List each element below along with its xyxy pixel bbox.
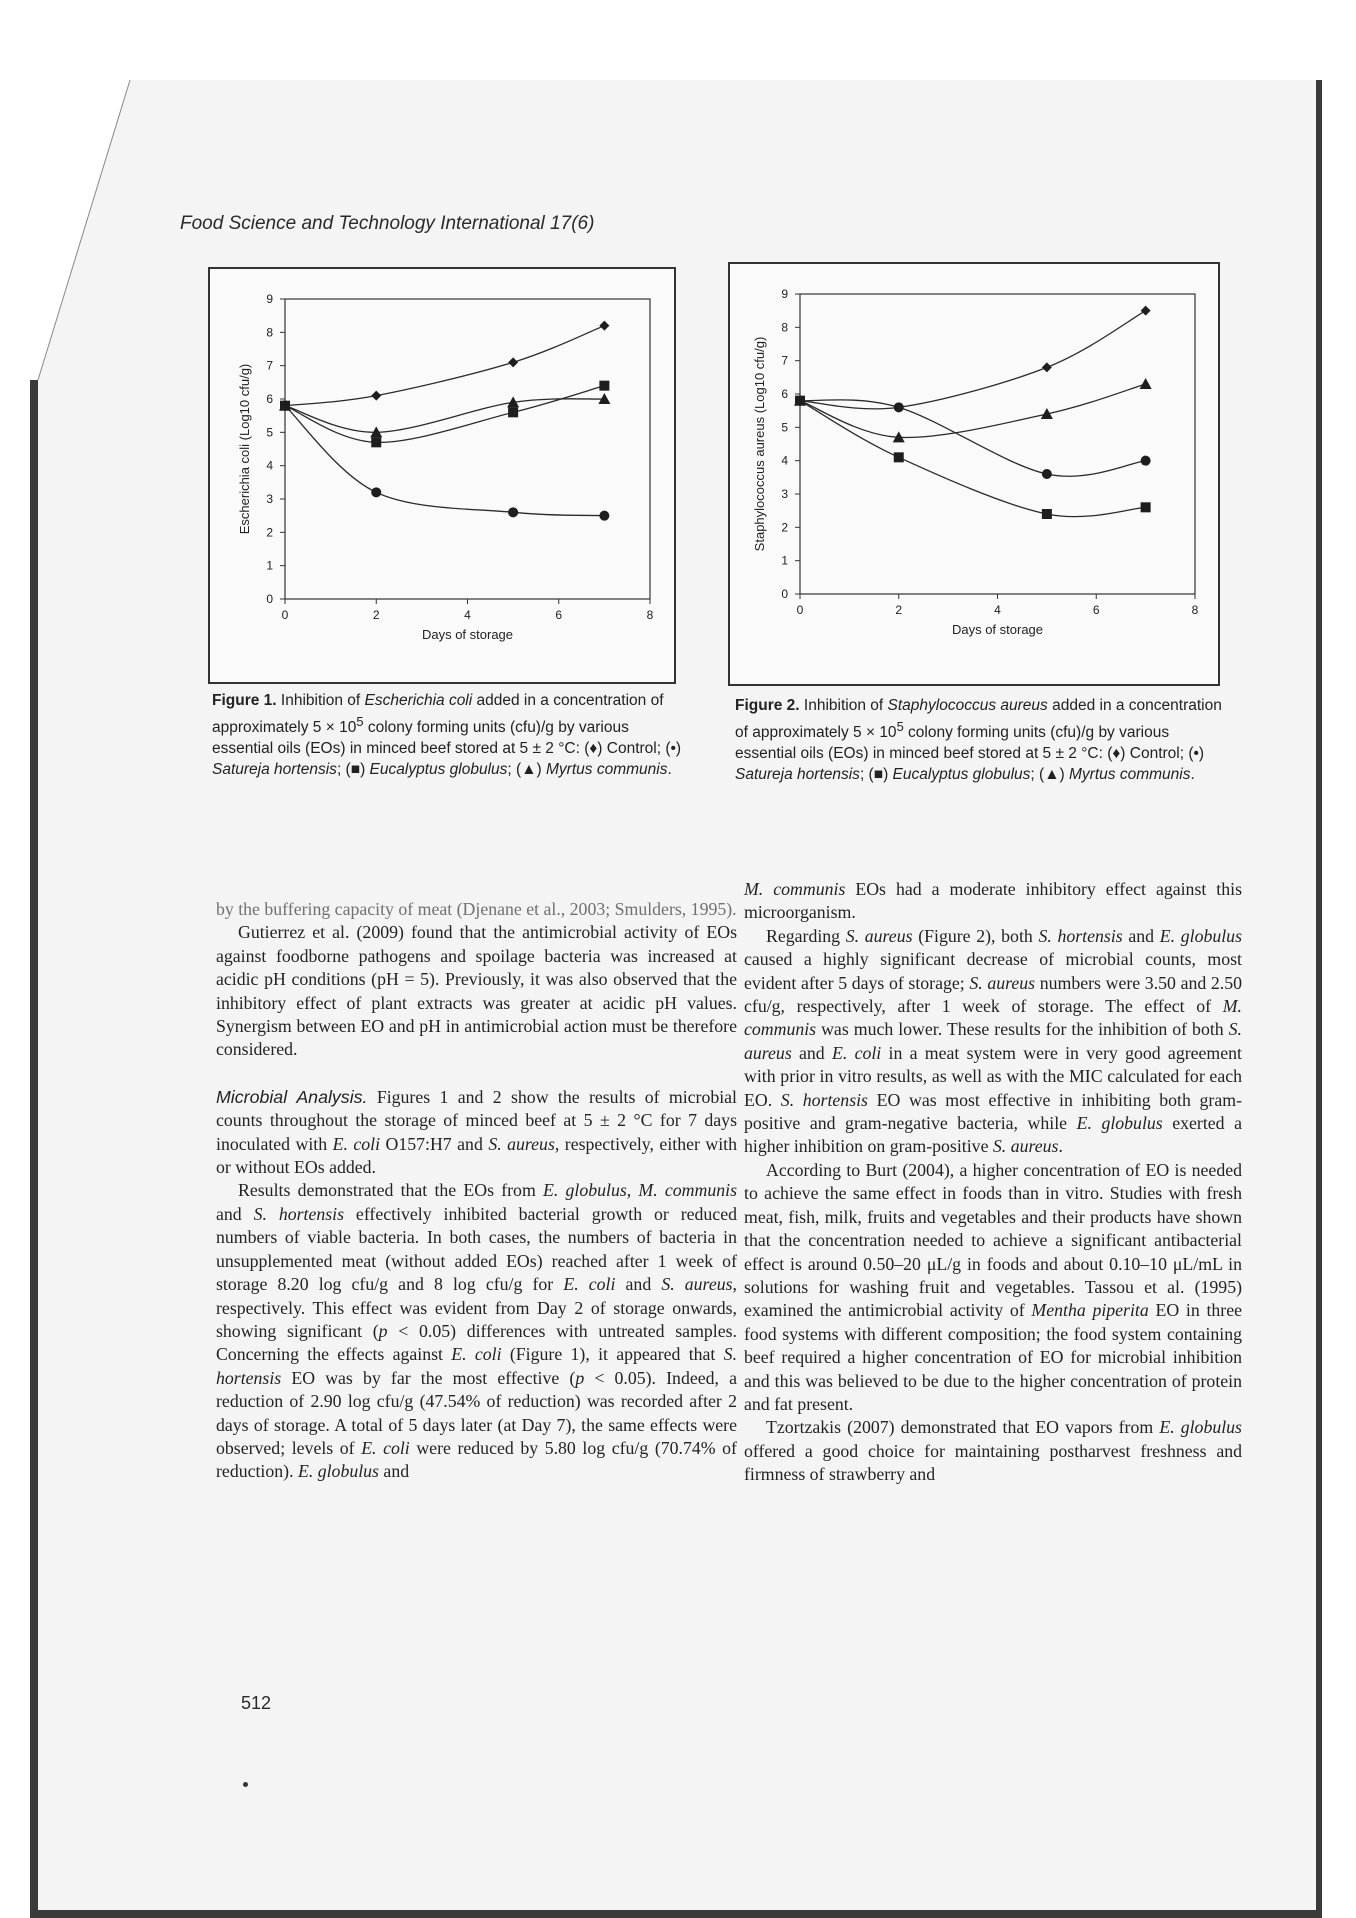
fig1-plot-area	[285, 299, 650, 599]
fig2-series-square-line	[800, 401, 1146, 517]
fig2-diamond-point	[1042, 362, 1052, 372]
fig2-xtick-label: 0	[796, 603, 804, 617]
fig2-square-point	[894, 452, 904, 462]
right-column-text: M. communis EOs had a moderate inhibitory effect against this microorganism. Regarding S. aureus (Figure 2), both S. hortensis and E. globulus caused a highly significant decrease of microbial counts, most evident after 5 days of storage; S. aureus numbers were 3.50 and 2.50 cfu/g, respectively, after 1 week of storage. The effect of M. communis was much lower. These results for the inhibition of both S. aureus and E. coli in a meat system were in very good agreement with prior in vitro results, as well as with the MIC calculated for each EO. S. hortensis EO was most effective in inhibiting both gram-positive and gram-negative bacteria, while E. globulus exerted a higher inhibition on gram-positive S. aureus. According to Burt (2004), a higher concentration of EO is needed to achieve the same effect in foods than in vitro. Studies with fresh meat, fish, milk, fruits and vegetables and their products have shown that the concentration needed to achieve a significant antibacterial effect is around 0.50–20 μL/g in foods and about 0.10–10 μL/mL in solutions for washing fruit and vegetables. Tassou et al. (1995) examined the antimicrobial activity of Mentha piperita EO in three food systems with different composition; the food system containing beef required a higher concentration of EO for microbial inhibition and this was believed to be due to the higher concentration of protein and fat present. Tzortzakis (2007) demonstrated that EO vapors from E. globulus offered a good choice for maintaining postharvest freshness and firmness of strawberry and	[744, 879, 1243, 1485]
figure-1-frame	[208, 267, 676, 684]
fig2-circle-point	[1042, 469, 1052, 479]
figure-2-caption-text: Inhibition of Staphylococcus aureus added in a concentration of approximately $5 \times 10^5$ colony forming units (cfu)/g by various essential oils (EOs) in minced beef stored at 5 ± 2 °C: (♦) Control; (•) Satureja hortensis; (■) Eucalyptus globulus; (▲) Myrtus communis.	[735, 697, 1222, 784]
fig1-square-point	[599, 381, 609, 391]
page-number: 512	[241, 1693, 272, 1713]
fig1-ytick-label: 2	[266, 525, 273, 540]
figure-1-caption	[212, 690, 682, 780]
figure-2-frame	[728, 262, 1220, 686]
fig2-xtick-label: 2	[895, 603, 903, 617]
fig1-ytick-label: 4	[266, 458, 273, 473]
fig2-circle-point	[1141, 456, 1151, 466]
fig2-ytick-label: 5	[781, 420, 788, 435]
fig2-x-axis-label: Days of storage	[951, 622, 1044, 637]
fig2-ytick-label: 9	[781, 287, 788, 301]
fig1-ytick-label: 8	[266, 325, 273, 340]
fig2-triangle-point	[1140, 378, 1152, 389]
fig2-plot-area	[800, 294, 1195, 594]
fig1-series-square-line	[285, 386, 604, 443]
fig1-series-circle-line	[285, 406, 604, 516]
fig1-xtick-label: 8	[646, 608, 654, 622]
fig1-diamond-point	[508, 357, 518, 367]
journal-header: Food Science and Technology International 17(6)	[180, 213, 595, 234]
fig1-circle-point	[508, 507, 518, 517]
fig2-xtick-label: 6	[1092, 603, 1100, 617]
fig2-series-triangle-line	[800, 384, 1146, 438]
fig1-ytick-label: 1	[266, 558, 273, 573]
fig1-xtick-label: 0	[281, 608, 289, 622]
figure-1-caption-text: Inhibition of Escherichia coli added in a concentration of approximately $5 \times 10^5$ colony forming units (cfu)/g by various essential oils (EOs) in minced beef stored at 5 ± 2 °C: (♦) Control; (•) Satureja hortensis; (■) Eucalyptus globulus; (▲) Myrtus communis.	[212, 692, 682, 779]
fig2-diamond-point	[1141, 306, 1151, 316]
figure-2-caption	[735, 695, 1225, 785]
figure-2-caption-lead: Figure 2.	[735, 697, 800, 714]
fig1-square-point	[371, 437, 381, 447]
fig1-diamond-point	[599, 321, 609, 331]
fig2-circle-point	[894, 402, 904, 412]
fig1-circle-point	[371, 487, 381, 497]
fig2-ytick-label: 6	[781, 387, 788, 401]
fig2-ytick-label: 8	[781, 320, 788, 335]
fig1-x-axis-label: Days of storage	[421, 627, 514, 642]
fig1-circle-point	[599, 511, 609, 521]
fig2-series-diamond-line	[800, 311, 1146, 409]
fig2-xtick-label: 4	[994, 603, 1001, 617]
fig1-diamond-point	[371, 391, 381, 401]
fig2-ytick-label: 2	[781, 520, 788, 535]
fig2-square-point	[1141, 502, 1151, 512]
figure-1-caption-lead: Figure 1.	[212, 692, 277, 709]
fig1-series-diamond-line	[285, 326, 604, 406]
fig2-square-point	[1042, 509, 1052, 519]
figure-2-chart	[730, 264, 1218, 684]
fig1-series-triangle-line	[285, 399, 604, 433]
fig1-y-axis-label: Escherichia coli (Log10 cfu/g)	[237, 363, 252, 535]
fig1-ytick-label: 5	[266, 425, 273, 440]
fig2-ytick-label: 1	[781, 553, 788, 568]
fig2-y-axis-label: Staphylococcus aureus (Log10 cfu/g)	[752, 336, 767, 552]
fig1-xtick-label: 6	[555, 608, 563, 622]
figure-1-chart	[210, 269, 674, 682]
fig1-xtick-label: 2	[372, 608, 380, 622]
fig1-ytick-label: 9	[266, 292, 273, 306]
fig2-series-circle-line	[800, 400, 1146, 476]
fig2-ytick-label: 3	[781, 487, 788, 501]
fig1-ytick-label: 3	[266, 492, 273, 506]
fig1-ytick-label: 6	[266, 392, 273, 406]
fig2-ytick-label: 4	[781, 453, 788, 468]
fig1-xtick-label: 4	[464, 608, 471, 622]
fig2-xtick-label: 8	[1191, 603, 1199, 617]
left-column-text: by the buffering capacity of meat (Djenane et al., 2003; Smulders, 1995). Gutierrez et al. (2009) found that the antimicrobial activity of EOs against foodborne pathogens and spoilage bacteria was increased at acidic pH conditions (pH = 5). Previously, it was also observed that the inhibitory effect of plant extracts was greater at acidic pH values. Synergism between EO and pH in antimicrobial action must be therefore considered. Microbial Analysis. Figures 1 and 2 show the results of microbial counts throughout the storage of minced beef at 5 ± 2 °C for 7 days inoculated with E. coli O157:H7 and S. aureus, respectively, either with or without EOs added. Results demonstrated that the EOs from E. globulus, M. communis and S. hortensis effectively inhibited bacterial growth or reduced numbers of viable bacteria. In both cases, the numbers of bacteria in unsupplemented meat (without added EOs) reached after 1 week of storage 8.20 log cfu/g and 8 log cfu/g for E. coli and S. aureus, respectively. This effect was evident from Day 2 of storage onwards, showing significant (p < 0.05) differences with untreated samples. Concerning the effects against E. coli (Figure 1), it appeared that S. hortensis EO was by far the most effective (p < 0.05). Indeed, a reduction of 2.90 log cfu/g (47.54% of reduction) was recorded after 2 days of storage. A total of 5 days later (at Day 7), the same effects were observed; levels of E. coli were reduced by 5.80 log cfu/g (70.74% of reduction). E. globulus and	[216, 899, 738, 1482]
scan-mark	[243, 1782, 248, 1787]
fig1-ytick-label: 7	[266, 358, 273, 373]
fig2-ytick-label: 0	[781, 587, 788, 601]
fig2-ytick-label: 7	[781, 353, 788, 368]
fig1-square-point	[508, 407, 518, 417]
fig1-ytick-label: 0	[266, 592, 273, 606]
